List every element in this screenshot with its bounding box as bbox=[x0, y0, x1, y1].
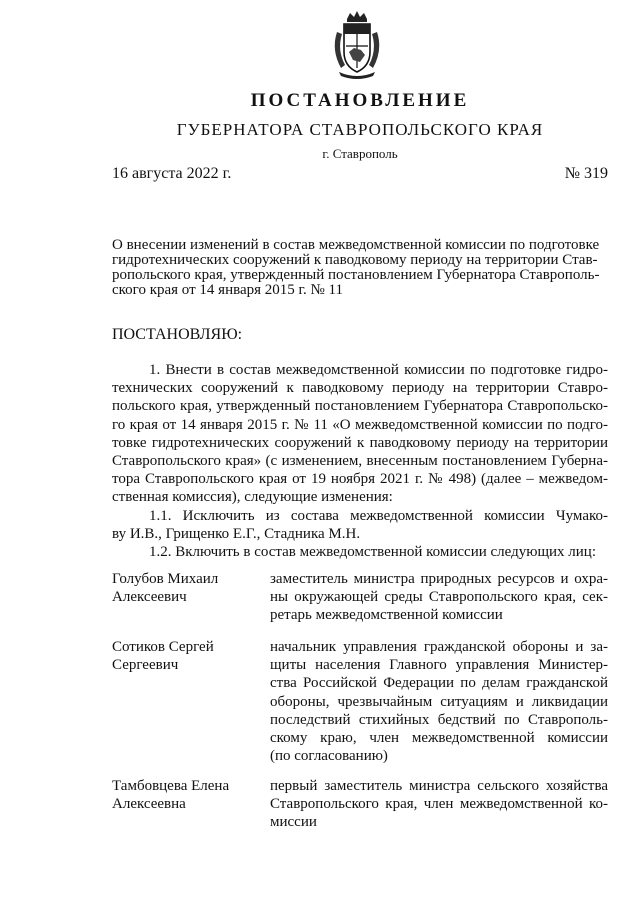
document-body bbox=[112, 361, 608, 561]
member-name-line: Сотиков Сергей bbox=[112, 639, 214, 655]
member-role-line: скому краю, член межведомственной комиссии bbox=[270, 730, 608, 747]
body-line: тора Ставропольского края от 19 ноября 2021 г. № 498) (далее – межведом- bbox=[112, 471, 608, 488]
subject-line: гидротехнических сооружений к паводковому периоду на территории Став- bbox=[112, 252, 598, 268]
body-line: технических сооружений к паводковому периоду на территории Ставро- bbox=[112, 380, 608, 397]
decree-word: ПОСТАНОВЛЯЮ: bbox=[112, 326, 243, 343]
subject-line: ропольского края, утвержденный постановлением Губернатора Ставрополь- bbox=[112, 267, 600, 283]
member-role-line: ны окружающей среды Ставропольского края, сек- bbox=[270, 589, 608, 606]
member-name bbox=[112, 638, 262, 674]
body-line: 1. Внести в состав межведомственной комиссии по подготовке гидро- bbox=[149, 362, 608, 378]
body-line: ственная комиссия), следующие изменения: bbox=[112, 489, 393, 506]
member-name-line: Сергеевич bbox=[112, 657, 179, 674]
member-role-line: заместитель министра природных ресурсов и охра- bbox=[270, 571, 608, 587]
member-name-line: Голубов Михаил bbox=[112, 571, 219, 587]
member-role-line: ства Российской Федерации по делам гражданской bbox=[270, 675, 608, 692]
member-name-line: Алексеевич bbox=[112, 589, 187, 606]
member-role-line: начальник управления гражданской обороны и за- bbox=[270, 639, 608, 655]
body-line: ву И.В., Грищенко Е.Г., Стадника М.Н. bbox=[112, 525, 361, 542]
member-role-line: обороны, чрезвычайным ситуациям и ликвидации bbox=[270, 693, 608, 710]
body-line: 1.1. Исключить из состава межведомственной комиссии Чумако- bbox=[149, 507, 608, 524]
member-role-line: Ставропольского края, член межведомственной ко- bbox=[270, 796, 608, 813]
subject-line: ского края от 14 января 2015 г. № 11 bbox=[112, 282, 343, 298]
document-title: ПОСТАНОВЛЕНИЕ bbox=[250, 90, 470, 111]
member-name-line: Алексеевна bbox=[112, 796, 186, 813]
member-name-line: Тамбовцева Елена bbox=[112, 778, 230, 794]
member-role-line: первый заместитель министра сельского хозяйства bbox=[270, 778, 608, 794]
member-role-line: щиты населения Главного управления Министер- bbox=[270, 657, 608, 674]
body-line: польского края, утвержденный постановлением Губернатора Ставропольско- bbox=[112, 398, 608, 415]
body-line: го края от 14 января 2015 г. № 11 «О межведомственной комиссии по подго- bbox=[112, 416, 608, 433]
member-name bbox=[112, 570, 262, 606]
document-date: 16 августа 2022 г. bbox=[112, 165, 232, 182]
member-role-line: ретарь межведомственной комиссии bbox=[270, 607, 503, 624]
body-line: 1.2. Включить в состав межведомственной комиссии следующих лиц: bbox=[149, 544, 596, 561]
member-role bbox=[270, 777, 608, 832]
member-role-line: миссии bbox=[270, 814, 317, 831]
member-name bbox=[112, 777, 262, 813]
body-line: Ставропольского края» (с изменением, внесенным постановлением Губерна- bbox=[112, 453, 608, 470]
document-city: г. Ставрополь bbox=[322, 146, 398, 161]
member-role bbox=[270, 638, 608, 765]
member-role-line: (по согласованию) bbox=[270, 748, 388, 765]
subject-line: О внесении изменений в состав межведомственной комиссии по подготовке bbox=[112, 237, 600, 253]
coat-of-arms-emblem bbox=[329, 10, 385, 80]
body-line: товке гидротехнических сооружений к паводковому периоду на территории bbox=[112, 434, 608, 451]
document-subject bbox=[112, 238, 608, 298]
member-role-line: последствий стихийных бедствий по Ставрополь- bbox=[270, 711, 608, 728]
member-role bbox=[270, 570, 608, 625]
document-issuer: ГУБЕРНАТОРА СТАВРОПОЛЬСКОГО КРАЯ bbox=[176, 120, 544, 139]
document-number: № 319 bbox=[564, 165, 608, 182]
